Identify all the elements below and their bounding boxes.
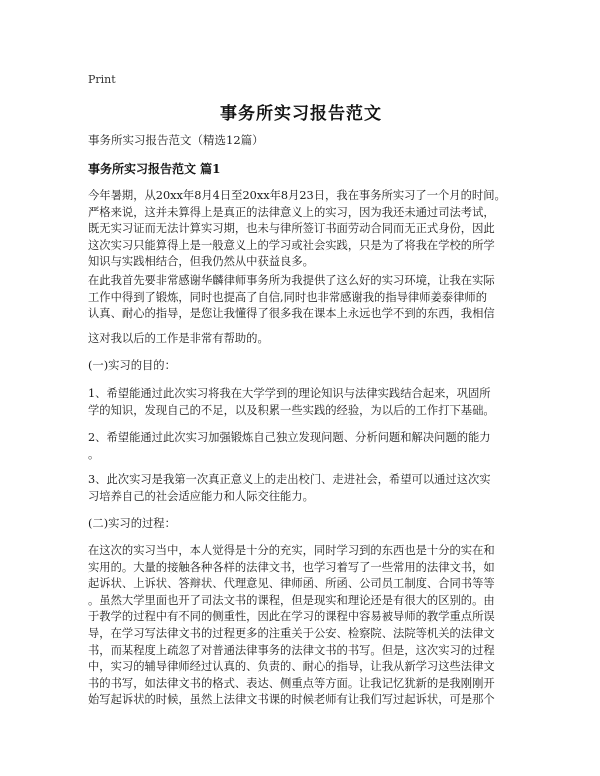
paragraph-line: 起诉状、上诉状、答辩状、代理意见、律师函、所函、公司员工制度、合同书等等: [88, 577, 495, 591]
paragraph-line: 导，在学习写法律文书的过程更多的注重关于公安、检察院、法院等机关的法律文: [88, 626, 495, 640]
paragraph-line: 今年暑期，从20xx年8月4日至20xx年8月23日，我在事务所实习了一个月的时间。: [88, 189, 506, 202]
heading-purpose: [88, 358, 514, 375]
paragraph-line: 书，而某程度上疏忽了对普通法律事务的法律文书的书写。但是，这次实习的过程: [88, 643, 495, 657]
paragraph-line: 。: [88, 447, 100, 461]
heading-process: [88, 516, 514, 533]
paragraph-line: (二)实习的过程：: [88, 517, 176, 530]
paragraph-purpose-1: [88, 386, 514, 419]
paragraph-line: 知识与实践相结合，但我仍然从中获益良多。: [88, 255, 314, 269]
paragraph-line: 2、希望能通过此次实习加强锻炼自己独立发现问题、分析问题和解决问题的能力: [88, 431, 491, 444]
paragraph-line: 工作中得到了锻炼，同时也提高了自信,同时也非常感谢我的指导律师姜泰律师的: [88, 290, 487, 304]
paragraph-line: 实用的。大量的接触各种各样的法律文书，也学习着写了一些常用的法律文书，如: [88, 560, 495, 574]
paragraph-helpful: [88, 331, 514, 348]
paragraph-line: 始写起诉状的时候，虽然上法律文书课的时候老师有让我们写过起诉状，可是那个: [88, 693, 495, 707]
paragraph-line: 这对我以后的工作是非常有帮助的。: [88, 332, 269, 345]
paragraph-line: 既无实习证而无法计算实习期，也未与律所签订书面劳动合同而无正式身份，因此: [88, 222, 495, 236]
paragraph-thanks: [88, 273, 514, 323]
paragraph-line: 书的书写，如法律文书的格式、表达、侧重点等方面。让我记忆犹新的是我刚刚开: [88, 676, 495, 690]
paragraph-line: 严格来说，这并未算得上是真正的法律意义上的实习，因为我还未通过司法考试，: [88, 205, 495, 219]
paragraph-line: 。虽然大学里面也开了司法文书的课程，但是现实和理论还是有很大的区别的。由: [88, 593, 495, 607]
paragraph-purpose-3: [88, 472, 514, 505]
print-label: Print: [88, 73, 116, 86]
paragraph-purpose-2: [88, 430, 514, 463]
paragraph-line: 3、此次实习是我第一次真正意义上的走出校门、走进社会，希望可以通过这次实: [88, 473, 491, 486]
section-heading: 事务所实习报告范文 篇1: [88, 162, 221, 176]
paragraph-line: 这次实习只能算得上是一般意义上的学习或社会实践，只是为了将我在学校的所学: [88, 238, 495, 252]
paragraph-line: 1、希望能通过此次实习将我在大学学到的理论知识与法律实践结合起来，巩固所: [88, 387, 491, 400]
paragraph-line: 中，实习的辅导律师经过认真的、负责的、耐心的指导，让我从新学习这些法律文: [88, 660, 495, 674]
paragraph-process: [88, 543, 514, 709]
paragraph-line: 认真、耐心的指导，是您让我懂得了很多我在课本上永远也学不到的东西，我相信: [88, 307, 495, 321]
paragraph-line: 在此我首先要非常感谢华麟律师事务所为我提供了这么好的实习环境，让我在实际: [88, 274, 495, 287]
paragraph-line: 习培养自己的社会适应能力和人际交往能力。: [88, 489, 314, 503]
paragraph-line: (一)实习的目的：: [88, 359, 176, 372]
paragraph-line: 在这次的实习当中，本人觉得是十分的充实，同时学习到的东西也是十分的实在和: [88, 544, 495, 557]
paragraph-line: 于教学的过程中有不同的侧重性，因此在学习的课程中容易被导师的教学重点所误: [88, 610, 495, 624]
document-subtitle: 事务所实习报告范文（精选12篇）: [88, 133, 264, 147]
paragraph-line: 学的知识，发现自己的不足，以及积累一些实践的经验，为以后的工作打下基础。: [88, 403, 495, 417]
document-title: 事务所实习报告范文: [220, 104, 382, 124]
paragraph-intro: [88, 188, 514, 271]
